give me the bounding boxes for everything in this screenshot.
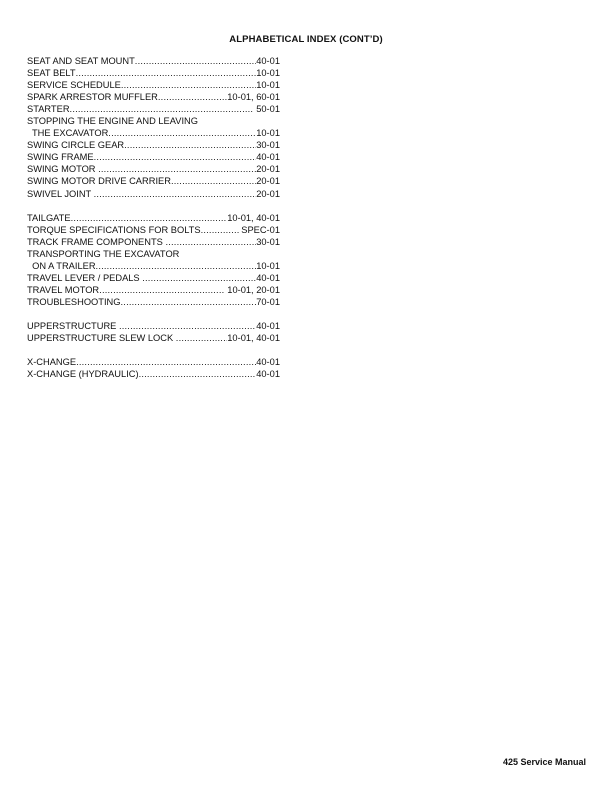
index-entry-label: SERVICE SCHEDULE [27,80,121,91]
index-entry-page: 10-01, 20-01 [224,284,280,295]
index-group-s [27,55,280,200]
index-entry-seat-and-seat-mount [27,55,280,67]
index-entry-page: 40-01 [256,320,280,331]
index-entry-swivel-joint [27,188,280,200]
manual-footer: 425 Service Manual [502,757,586,767]
index-entry-label: X-CHANGE [27,357,77,368]
index-entry-page: 40-01 [256,56,280,66]
index-entry-label: TRAVEL MOTOR [27,284,100,295]
index-entry-stopping-heading: STOPPING THE ENGINE AND LEAVING [27,116,199,127]
index-entry-spark-arrestor-muffler [27,91,280,103]
index-entry-page: 10-01, 40-01 [227,212,280,223]
index-entry-label: UPPERSTRUCTURE SLEW LOCK [27,332,176,343]
dot-leader [139,368,257,380]
index-entry-page: 20-01 [256,188,280,199]
index-entry-transporting-heading: TRANSPORTING THE EXCAVATOR [27,248,180,259]
dot-leader [98,163,256,175]
index-entry-label: SWING MOTOR [27,164,99,175]
dot-leader [119,320,256,332]
index-entry-label: TRAVEL LEVER / PEDALS [27,272,143,283]
dot-leader [76,67,257,79]
dot-leader [201,224,239,236]
dot-leader [135,55,256,67]
index-entry-on-a-trailer [27,260,280,272]
index-entry-page: 40-01 [256,357,280,368]
dot-leader [96,260,257,272]
index-entry-page: 30-01 [256,140,280,151]
index-entry-swing-frame [27,151,280,163]
index-entry-label: THE EXCAVATOR [27,128,109,139]
index-entry-label: UPPERSTRUCTURE [27,320,119,331]
index-entry-page: 30-01 [256,236,280,247]
index-entry-service-schedule [27,79,280,91]
index-entry-page: SPEC-01 [238,224,280,235]
dot-leader [70,103,254,115]
dot-leader [158,91,227,103]
dot-leader [121,79,256,91]
dot-leader [176,332,227,344]
dot-leader [142,272,256,284]
dot-leader [99,284,225,296]
index-entry-label: SWING FRAME [27,152,94,163]
index-entry-upperstructure-slew-lock [27,332,280,344]
index-entry-page: 40-01 [256,369,280,380]
index-entry-x-change-hydraulic [27,368,280,380]
index-group-u [27,320,280,344]
index-entry-swing-circle-gear [27,139,280,151]
dot-leader [171,175,256,187]
index-entry-troubleshooting [27,296,280,308]
index-entry-swing-motor-drive-carrier [27,175,280,187]
index-entry-page: 20-01 [256,176,280,187]
index-entry-starter [27,103,280,115]
index-entry-page: 40-01 [256,152,280,163]
index-entry-label: TORQUE SPECIFICATIONS FOR BOLTS [27,224,201,235]
index-entry-stopping-the-excavator [27,127,280,139]
index-entry-label: TROUBLESHOOTING [27,296,121,307]
index-entry-label: SEAT BELT [27,68,76,79]
index-entry-page: 10-01 [256,260,280,271]
index-entry-label: TAILGATE [27,212,71,223]
index-entry-track-frame-components [27,236,280,248]
index-entry-label: SPARK ARRESTOR MUFFLER [27,92,158,103]
dot-leader [71,212,228,224]
index-entry-label: ON A TRAILER [27,260,96,271]
index-entry-swing-motor [27,163,280,175]
index-entry-upperstructure [27,320,280,332]
index-entry-page: 20-01 [256,164,280,175]
index-entry-label: SEAT AND SEAT MOUNT [27,56,135,66]
index-entry-page: 10-01, 40-01 [227,332,280,343]
dot-leader [124,139,256,151]
index-entry-page: 70-01 [256,296,280,307]
index-entry-travel-lever-pedals [27,272,280,284]
dot-leader [121,296,257,308]
index-entry-label: X-CHANGE (HYDRAULIC) [27,369,139,380]
alphabetical-index [27,55,280,392]
index-entry-label: SWING CIRCLE GEAR [27,140,125,151]
index-entry-label: STARTER [27,104,70,115]
page-title: ALPHABETICAL INDEX (CONT’D) [229,34,383,45]
index-entry-label: SWING MOTOR DRIVE CARRIER [27,176,171,187]
index-entry-page: 10-01 [256,80,280,91]
index-entry-travel-motor [27,284,280,296]
index-entry-label: SWIVEL JOINT [27,188,94,199]
index-entry-torque-specifications [27,224,280,236]
index-group-x [27,356,280,380]
dot-leader [94,188,257,200]
index-entry-page: 10-01, 60-01 [227,92,280,103]
dot-leader [94,151,257,163]
index-entry-seat-belt [27,67,280,79]
index-entry-label: TRACK FRAME COMPONENTS [27,236,166,247]
index-entry-page: 10-01 [256,128,280,139]
index-entry-tailgate [27,212,280,224]
index-entry-page: 10-01 [256,68,280,79]
index-entry-page: 50-01 [253,104,280,115]
index-entry-page: 40-01 [256,272,280,283]
dot-leader [108,127,256,139]
index-entry-x-change [27,356,280,368]
index-group-t [27,212,280,308]
dot-leader [165,236,256,248]
dot-leader [76,356,256,368]
